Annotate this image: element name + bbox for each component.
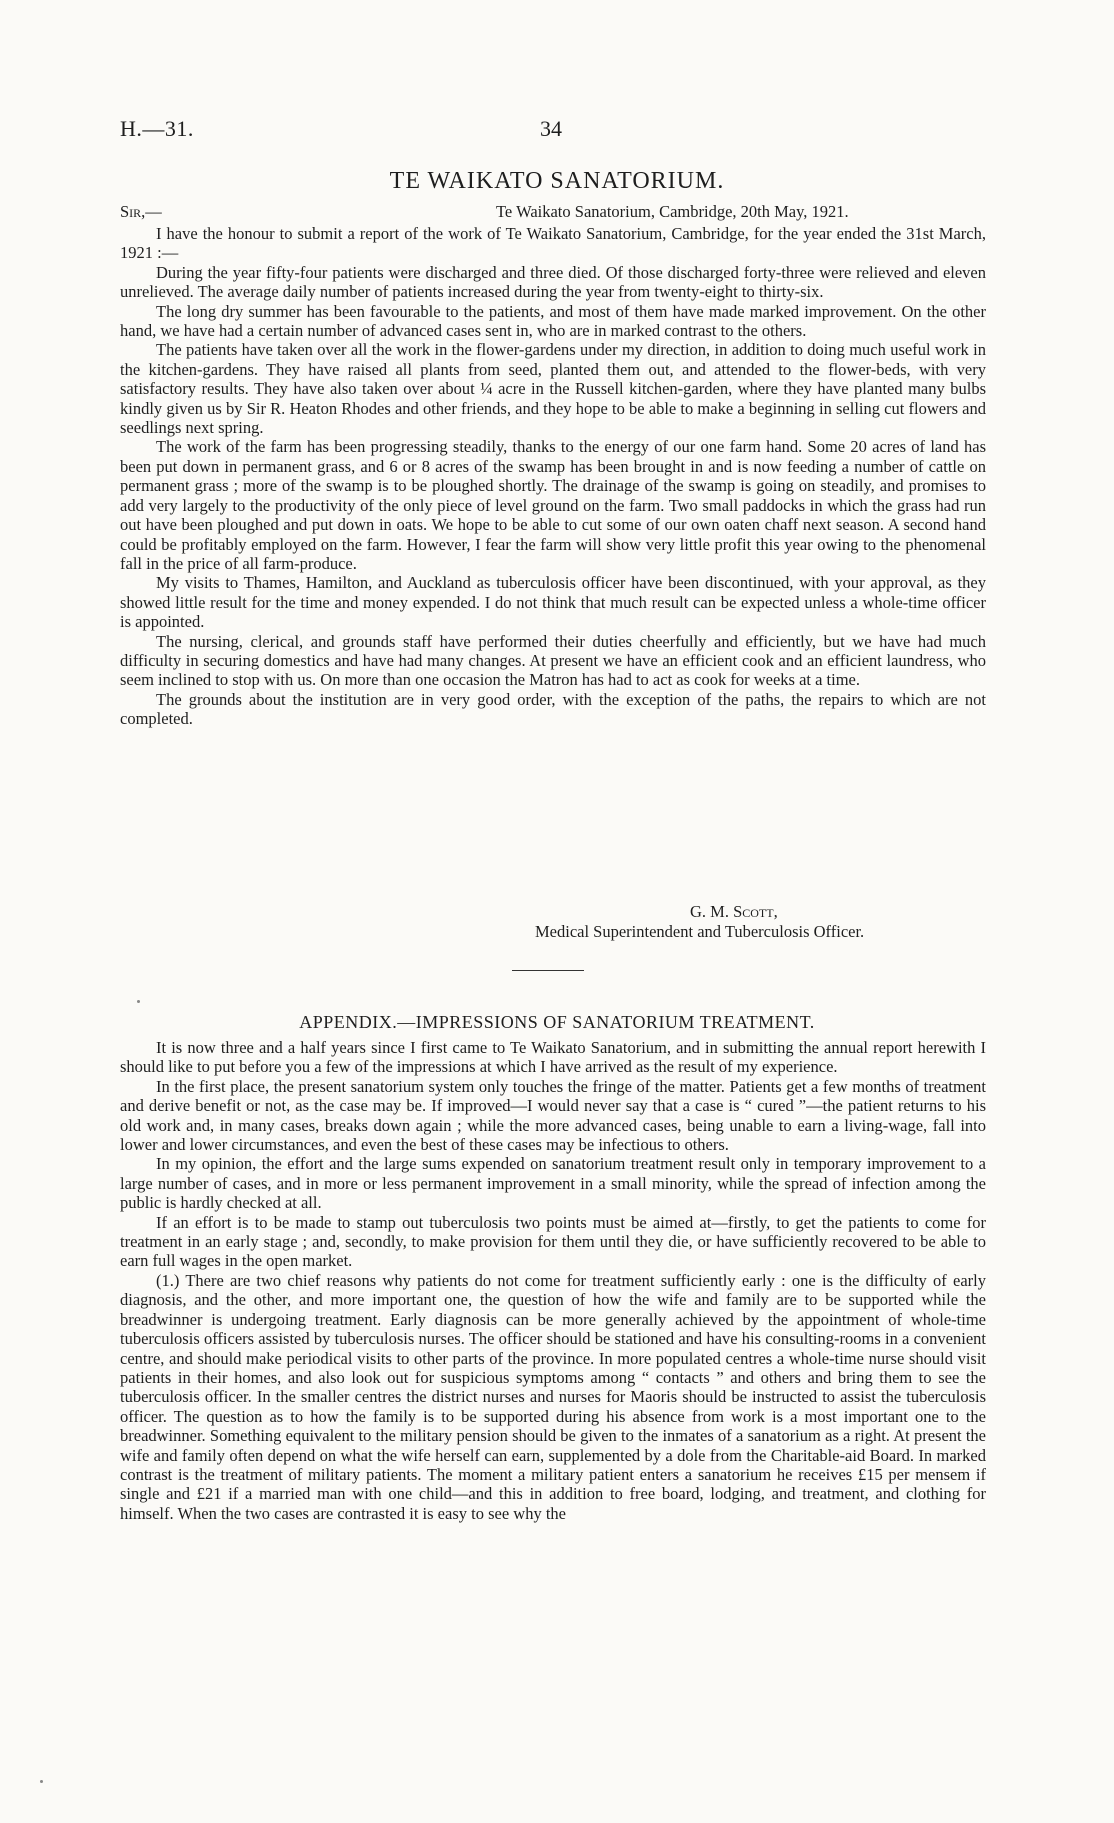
- signature-title: Medical Superintendent and Tuberculosis Officer.: [535, 922, 865, 941]
- document-reference: H.—31.: [120, 116, 194, 141]
- appendix-paragraph: If an effort is to be made to stamp out tuberculosis two points must be aimed at—firstly, to get the patients to come for treatment in an early stage ; and, secondly, to make provision for them until they die, or have sufficiently recovered to be able to earn full wages in the open market.: [120, 1212, 986, 1271]
- appendix-body: [120, 1038, 986, 1523]
- salutation: Sir,—: [120, 202, 162, 221]
- letter-paragraph: The patients have taken over all the work in the flower-gardens under my direction, in addition to doing much useful work in the kitchen-gardens. They have raised all plants from seed, planted them out, and attended to the flower-beds, with very satisfactory results. They have also taken over about ¼ acre in the Russell kitchen-garden, where they have planted many bulbs kindly given us by Sir R. Heaton Rhodes and other friends, and they hope to be able to make a beginning in selling cut flowers and seedlings next spring.: [120, 340, 986, 438]
- section-divider: [512, 970, 584, 971]
- appendix-paragraph: It is now three and a half years since I first came to Te Waikato Sanatorium, and in submitting the annual report herewith I should like to put before you a few of the impressions at which I have arrived as the result of my experience.: [120, 1038, 986, 1077]
- letter-body: [120, 224, 986, 729]
- appendix-paragraph: In the first place, the present sanatorium system only touches the fringe of the matter. Patients get a few months of treatment and derive benefit or not, as the case may be. If improved—I would never say that a case is “ cured ”—the patient returns to his old work and, in many cases, breaks down again ; while the more advanced cases, being unable to earn a living-wage, fall into lower and lower circumstances, and even the best of these cases may be infectious to others.: [120, 1076, 986, 1155]
- appendix-title: APPENDIX.—IMPRESSIONS OF SANATORIUM TREATMENT.: [299, 1012, 815, 1032]
- appendix-paragraph: In my opinion, the effort and the large sums expended on sanatorium treatment result only in temporary improvement to a large number of cases, and in more or less permanent improvement in a small minority, while the spread of infection among the public is hardly checked at all.: [120, 1154, 986, 1213]
- scan-speck: [137, 1000, 140, 1003]
- dateline: Te Waikato Sanatorium, Cambridge, 20th May, 1921.: [496, 202, 849, 221]
- signature-name: G. M. Scott,: [690, 902, 778, 921]
- report-title: TE WAIKATO SANATORIUM.: [389, 168, 725, 194]
- letter-paragraph: The long dry summer has been favourable to the patients, and most of them have made marked improvement. On the other hand, we have had a certain number of advanced cases sent in, who are in marked contrast to the others.: [120, 301, 986, 341]
- appendix-paragraph: (1.) There are two chief reasons why patients do not come for treatment sufficiently early : one is the difficulty of early diagnosis, and the other, and more important one, the question of how the wife and family are to be supported while the breadwinner is undergoing treatment. Early diagnosis can be more generally achieved by the appointment of whole-time tuberculosis officers assisted by tuberculosis nurses. The officer should be stationed and have his consulting-rooms in a convenient centre, and should make periodical visits to other parts of the province. In more populated centres a whole-time nurse should visit patients in their homes, and also look out for suspicious symptoms among “ contacts ” and others and bring them to see the tuberculosis officer. In the smaller centres the district nurses and nurses for Maoris should be instructed to assist the tuberculosis officer. The question as to how the family is to be supported during his absence from work is a most important one to the breadwinner. Something equivalent to the military pension should be given to the inmates of a sanatorium as a right. At present the wife and family often depend on what the wife herself can earn, supplemented by a dole from the Charitable-aid Board. In marked contrast is the treatment of military patients. The moment a military patient enters a sanatorium he receives £15 per mensem if single and £21 if a married man with one child—and this in addition to free board, lodging, and treatment, and clothing for himself. When the two cases are contrasted it is easy to see why the: [120, 1270, 986, 1523]
- scan-speck: [40, 1780, 43, 1783]
- letter-paragraph: During the year fifty-four patients were discharged and three died. Of those discharged forty-three were relieved and eleven unrelieved. The average daily number of patients increased during the year from twenty-eight to thirty-six.: [120, 262, 986, 302]
- letter-paragraph: The work of the farm has been progressing steadily, thanks to the energy of our one farm hand. Some 20 acres of land has been put down in permanent grass, and 6 or 8 acres of the swamp has been brought in and is now feeding a number of cattle on permanent grass ; more of the swamp is to be ploughed shortly. The drainage of the swamp is going on steadily, and promises to add very largely to the productivity of the only piece of level ground on the farm. Two small paddocks in which the grass had run out have been ploughed and put down in oats. We hope to be able to cut some of our own oaten chaff next season. A second hand could be profitably employed on the farm. However, I fear the farm will show very little profit this year owing to the phenomenal fall in the price of all farm-produce.: [120, 437, 986, 573]
- letter-paragraph: The grounds about the institution are in very good order, with the exception of the paths, the repairs to which are not completed.: [120, 689, 986, 729]
- letter-paragraph: My visits to Thames, Hamilton, and Auckland as tuberculosis officer have been discontinued, with your approval, as they showed little result for the time and money expended. I do not think that much result can be expected unless a whole-time officer is appointed.: [120, 573, 986, 632]
- page-number: 34: [540, 116, 562, 141]
- letter-paragraph: The nursing, clerical, and grounds staff have performed their duties cheerfully and efficiently, but we have had much difficulty in securing domestics and have had many changes. At present we have an efficient cook and an efficient laundress, who seem inclined to stop with us. On more than one occasion the Matron has had to act as cook for weeks at a time.: [120, 631, 986, 690]
- letter-paragraph: I have the honour to submit a report of the work of Te Waikato Sanatorium, Cambridge, for the year ended the 31st March, 1921 :—: [120, 224, 986, 263]
